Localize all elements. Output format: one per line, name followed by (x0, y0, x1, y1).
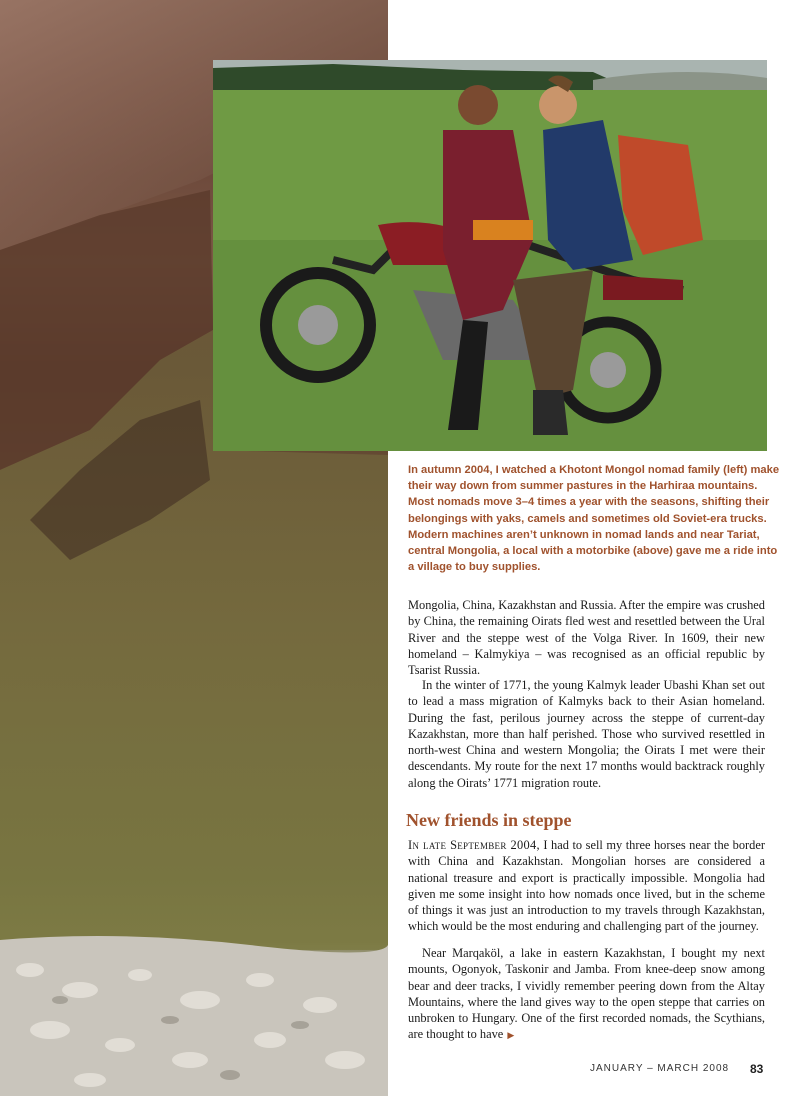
paragraph-text: Near Marqaköl, a lake in eastern Kazakhstan, I bought my next mounts, Ogonyok, Taskonir and Jamba. From knee-deep snow among bear and deer tracks, I vividly remember peering down from the Altay Mountains, where the land gives way to the open steppe that carries on unbroken to Hungary. One of the first recorded nomads, the Scythians, are thought to have (408, 946, 765, 1042)
paragraph-text: I had to sell my three horses near the border with China and Kazakhstan. Mongolian horses are considered a national treasure and export is practically impossible. Mongolia had given me some insight into how nomads once lived, but in the scheme of things it was just an introduction to my travels through Kazakhstan, which would be the most enduring and challenging part of the journey. (408, 838, 766, 934)
issue-date: JANUARY – MARCH 2008 (590, 1063, 730, 1074)
body-paragraph (408, 597, 765, 678)
triangle-right-icon: ▶ (507, 1030, 515, 1041)
body-paragraph (408, 677, 765, 791)
section-heading: New friends in steppe (406, 810, 572, 830)
page-number: 83 (750, 1062, 764, 1076)
paragraph-text: Mongolia, China, Kazakhstan and Russia. After the empire was crushed by China, the remaining Oirats fled west and resettled between the Ural River and the steppe west of the Volga River. In 1609, their new homeland – Kalmykiya – was recognised as an official republic by Tsarist Russia. (408, 598, 765, 678)
body-paragraph (408, 837, 765, 935)
photo-caption: In autumn 2004, I watched a Khotont Mongol nomad family (left) make their way down from summer pastures in the Harhiraa mountains. Most nomads move 3–4 times a year with the seasons, shifting their belongings with yaks, camels and sometimes old Soviet-era trucks. Modern machines aren’t unknown in nomad lands and near Tariat, central Mongolia, a local with a motorbike (above) gave me a ride into a village to buy supplies. (408, 464, 780, 574)
body-paragraph (408, 945, 765, 1044)
paragraph-text: In the winter of 1771, the young Kalmyk leader Ubashi Khan set out to lead a mass migration of Kalmyks back to their Asian homeland. During the fast, perilous journey across the steppe of current-day Kazakhstan, more than half perished. Those who survived resettled in north-west China and western Mongolia; the Oirats I met were their descendants. My route for the next 17 months would backtrack roughly along the Oirats’ 1771 migration route. (408, 678, 765, 790)
motorbike-photo (213, 60, 767, 451)
lead-in: In late September 2004, (408, 838, 540, 852)
